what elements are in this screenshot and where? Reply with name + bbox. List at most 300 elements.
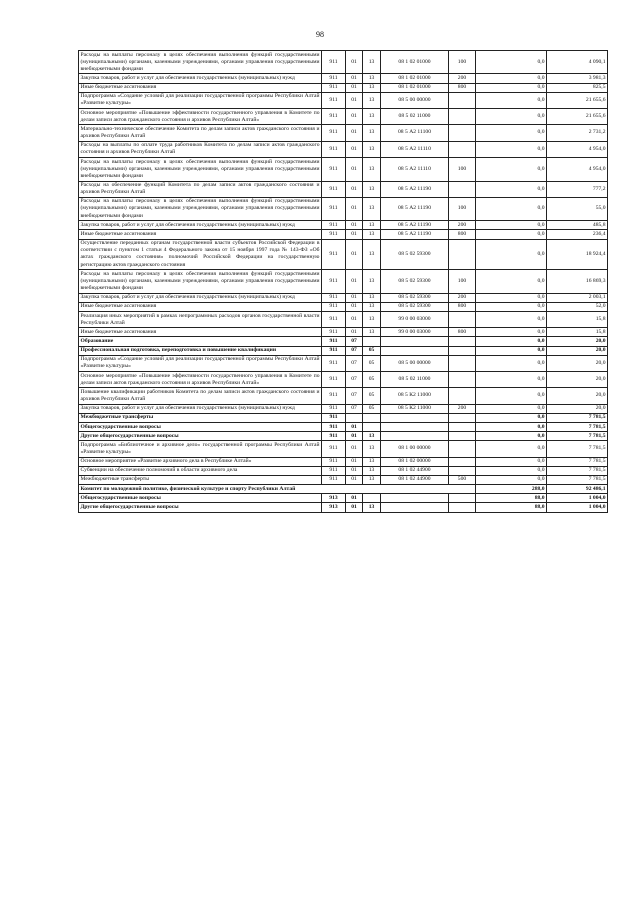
grbs-code: 911 [322,388,346,404]
amount-1: 88,0 [476,503,547,512]
table-row [79,92,608,108]
row-name: Основное мероприятие «Повышение эффективности государственного управления в Комитете по делам записи актов гражданского состояния и архивов Республики Алтай» [79,372,322,388]
amount-2: 18 924,4 [547,239,608,270]
expense-type-code: 200 [449,293,476,302]
amount-2: 1 004,0 [547,494,608,503]
target-article-code: 08 5 00 00000 [381,355,449,371]
amount-2: 236,4 [547,230,608,239]
subsection-code: 13 [363,230,381,239]
grbs-code: 911 [322,293,346,302]
amount-1: 0,0 [476,466,547,475]
table-row [79,466,608,475]
target-article-code: 08 5 02 11000 [381,109,449,125]
section-code: 01 [346,457,363,466]
section-code: 07 [346,404,363,413]
grbs-code: 911 [322,432,346,441]
expense-type-code [449,466,476,475]
table-row [79,337,608,346]
target-article-code: 08 5 А2 11190 [381,221,449,230]
expense-type-code: 200 [449,404,476,413]
amount-1: 0,0 [476,125,547,141]
table-row [79,181,608,197]
grbs-code: 911 [322,337,346,346]
row-name: Повышение квалификации работников Комитета по делам записи актов гражданского состояния и архивов Республики Алтай [79,388,322,404]
expense-type-code [449,109,476,125]
amount-2: 825,5 [547,83,608,92]
grbs-code: 911 [322,372,346,388]
amount-1: 0,0 [476,270,547,293]
row-name: Межбюджетные трансферты [79,413,322,422]
target-article-code: 08 5 А2 11110 [381,158,449,181]
section-code: 01 [346,74,363,83]
grbs-code: 911 [322,181,346,197]
row-name: Иные бюджетные ассигнования [79,328,322,337]
table-row [79,346,608,355]
subsection-code: 05 [363,404,381,413]
amount-1: 0,0 [476,441,547,457]
table-row [79,270,608,293]
target-article-code: 08 5 02 59300 [381,293,449,302]
target-article-code [381,413,449,422]
expense-type-code: 100 [449,51,476,74]
row-name: Расходы на выплаты персоналу в целях обеспечения выполнения функций государственными (муниципальными) органами, казенными учреждениями, органами управления государственными внебюджетными фондами [79,158,322,181]
section-code: 01 [346,466,363,475]
table-row [79,503,608,512]
target-article-code [381,337,449,346]
amount-1: 0,0 [476,197,547,220]
amount-1: 0,0 [476,423,547,432]
expense-type-code [449,494,476,503]
amount-2: 7 781,5 [547,441,608,457]
row-name: Расходы на обеспечение функций Комитета по делам записи актов гражданского состояния и архивов Республики Алтай [79,181,322,197]
page-number: 98 [316,30,324,39]
amount-2: 20,0 [547,372,608,388]
expense-type-code [449,141,476,157]
subsection-code: 13 [363,141,381,157]
amount-1: 88,0 [476,494,547,503]
row-name: Расходы на выплаты персоналу в целях обеспечения выполнения функций государственными (муниципальными) органами, казенными учреждениями, органами управления государственными внебюджетными фондами [79,197,322,220]
amount-2: 4 090,1 [547,51,608,74]
subsection-code: 13 [363,197,381,220]
subsection-code [363,423,381,432]
amount-2: 1 004,0 [547,503,608,512]
row-name: Субвенции на обеспечение полномочий в области архивного дела [79,466,322,475]
expense-type-code: 800 [449,302,476,311]
expense-type-code [449,312,476,328]
subsection-code [363,413,381,422]
target-article-code: 08 1 02 00000 [381,457,449,466]
amount-1: 0,0 [476,312,547,328]
grbs-code: 911 [322,441,346,457]
expense-type-code [449,181,476,197]
table-row [79,302,608,311]
target-article-code [381,432,449,441]
expense-type-code: 100 [449,270,476,293]
subsection-code: 13 [363,158,381,181]
grbs-code: 911 [322,109,346,125]
amount-1: 0,0 [476,404,547,413]
amount-2: 15,8 [547,312,608,328]
expense-type-code: 500 [449,475,476,484]
section-code: 01 [346,92,363,108]
expense-type-code: 800 [449,328,476,337]
row-name: Закупка товаров, работ и услуг для обеспечения государственных (муниципальных) нужд [79,74,322,83]
section-code [346,413,363,422]
amount-2: 7 781,5 [547,413,608,422]
expense-type-code [449,457,476,466]
subsection-code: 13 [363,83,381,92]
target-article-code: 08 5 К2 11000 [381,388,449,404]
section-code: 01 [346,125,363,141]
target-article-code: 08 5 А2 11110 [381,141,449,157]
amount-2: 3 981,3 [547,74,608,83]
amount-2: 15,8 [547,328,608,337]
amount-2: 20,0 [547,355,608,371]
target-article-code [381,503,449,512]
target-article-code: 08 5 А2 11190 [381,230,449,239]
subsection-code: 13 [363,475,381,484]
grbs-code: 911 [322,404,346,413]
subsection-code: 13 [363,293,381,302]
subsection-code: 13 [363,181,381,197]
row-name: Межбюджетные трансферты [79,475,322,484]
amount-1: 0,0 [476,432,547,441]
section-code: 01 [346,197,363,220]
section-code: 01 [346,158,363,181]
amount-1: 0,0 [476,457,547,466]
table-row [79,494,608,503]
amount-2: 7 781,5 [547,466,608,475]
amount-1: 0,0 [476,337,547,346]
grbs-code: 911 [322,141,346,157]
row-name: Профессиональная подготовка, переподготовка и повышение квалификации [79,346,322,355]
subsection-code: 13 [363,125,381,141]
amount-2: 20,0 [547,337,608,346]
amount-1: 0,0 [476,388,547,404]
target-article-code: 08 1 02 01000 [381,51,449,74]
table-row [79,457,608,466]
section-code: 01 [346,239,363,270]
expense-type-code [449,337,476,346]
expense-type-code [449,432,476,441]
target-article-code [381,346,449,355]
subsection-code: 13 [363,457,381,466]
section-code: 01 [346,141,363,157]
expense-type-code: 100 [449,197,476,220]
section-code: 01 [346,441,363,457]
expense-type-code: 200 [449,74,476,83]
expense-type-code [449,503,476,512]
table-row [79,125,608,141]
target-article-code: 08 1 02 01000 [381,83,449,92]
grbs-code: 911 [322,346,346,355]
amount-1: 0,0 [476,74,547,83]
amount-1: 0,0 [476,230,547,239]
budget-table [78,50,608,513]
subsection-code: 13 [363,74,381,83]
subsection-code: 13 [363,92,381,108]
amount-2: 21 655,6 [547,92,608,108]
amount-1: 288,0 [476,485,547,494]
table-row [79,355,608,371]
row-name: Другие общегосударственные вопросы [79,432,322,441]
amount-1: 0,0 [476,413,547,422]
section-code: 01 [346,270,363,293]
table-row [79,197,608,220]
section-code: 01 [346,83,363,92]
subsection-code: 13 [363,239,381,270]
subsection-code: 13 [363,270,381,293]
grbs-code: 911 [322,158,346,181]
table-row [79,475,608,484]
target-article-code: 99 0 00 03000 [381,328,449,337]
amount-1: 0,0 [476,109,547,125]
amount-2: 777,2 [547,181,608,197]
expense-type-code [449,239,476,270]
target-article-code: 08 5 А2 11100 [381,125,449,141]
row-name: Образование [79,337,322,346]
table-row [79,372,608,388]
row-name: Иные бюджетные ассигнования [79,230,322,239]
target-article-code [381,423,449,432]
amount-1: 0,0 [476,221,547,230]
amount-2: 2 003,1 [547,293,608,302]
row-name: Закупка товаров, работ и услуг для обеспечения государственных (муниципальных) нужд [79,293,322,302]
amount-1: 0,0 [476,328,547,337]
target-article-code: 08 1 02 01000 [381,74,449,83]
subsection-code: 13 [363,466,381,475]
amount-2: 4 954,0 [547,141,608,157]
section-code: 01 [346,221,363,230]
table-row [79,312,608,328]
table-row [79,293,608,302]
table-row [79,230,608,239]
table-row [79,74,608,83]
expense-type-code [449,441,476,457]
section-code: 01 [346,423,363,432]
section-code: 01 [346,181,363,197]
amount-2: 7 781,5 [547,475,608,484]
row-name: Общегосударственные вопросы [79,423,322,432]
target-article-code: 08 5 К2 11000 [381,404,449,413]
row-name: Осуществление переданных органам государственной власти субъектов Российской Федерации в соответствии с пунктом 1 статьи 4 Федерального закона от 15 ноября 1997 года № 143-ФЗ «Об актах гражданского состояния» полномочий Российской Федерации на государственную регистрацию актов гражданского состояния [79,239,322,270]
row-name: Подпрограмма «Библиотечное и архивное дело» государственной программы Республики Алтай «Развитие культуры» [79,441,322,457]
table-row [79,51,608,74]
expense-type-code [449,372,476,388]
grbs-code: 911 [322,92,346,108]
target-article-code: 99 0 00 03000 [381,312,449,328]
target-article-code: 08 5 02 59300 [381,270,449,293]
target-article-code: 08 1 02 44900 [381,466,449,475]
amount-1: 0,0 [476,355,547,371]
target-article-code: 08 5 02 11000 [381,372,449,388]
row-name: Закупка товаров, работ и услуг для обеспечения государственных (муниципальных) нужд [79,404,322,413]
amount-1: 0,0 [476,181,547,197]
grbs-code: 911 [322,423,346,432]
expense-type-code: 800 [449,230,476,239]
table-row [79,83,608,92]
amount-2: 92 486,1 [547,485,608,494]
amount-1: 0,0 [476,372,547,388]
row-name: Закупка товаров, работ и услуг для обеспечения государственных (муниципальных) нужд [79,221,322,230]
section-code: 01 [346,494,363,503]
subsection-code: 13 [363,503,381,512]
row-name: Другие общегосударственные вопросы [79,503,322,512]
section-code: 07 [346,388,363,404]
target-article-code: 08 1 02 44900 [381,475,449,484]
expense-type-code [449,125,476,141]
table-row [79,404,608,413]
grbs-code: 911 [322,239,346,270]
grbs-code: 911 [322,355,346,371]
expense-type-code [449,413,476,422]
row-name: Расходы на выплаты персоналу в целях обеспечения выполнения функций государственными (муниципальными) органами, казенными учреждениями, органами управления государственными внебюджетными фондами [79,51,322,74]
table-row [79,441,608,457]
grbs-code: 913 [322,494,346,503]
subsection-code: 05 [363,388,381,404]
amount-2: 7 781,5 [547,423,608,432]
subsection-code: 13 [363,109,381,125]
grbs-code: 911 [322,466,346,475]
target-article-code: 08 5 А2 11190 [381,181,449,197]
table-row [79,388,608,404]
target-article-code: 08 5 02 59300 [381,239,449,270]
subsection-code: 05 [363,372,381,388]
amount-2: 7 781,5 [547,432,608,441]
amount-2: 20,0 [547,404,608,413]
amount-1: 0,0 [476,475,547,484]
amount-2: 55,0 [547,197,608,220]
subsection-code: 05 [363,346,381,355]
row-name: Расходы на выплаты по оплате труда работников Комитета по делам записи актов гражданского состояния и архивов Республики Алтай [79,141,322,157]
expense-type-code [449,346,476,355]
target-article-code: 08 5 А2 11190 [381,197,449,220]
table-row [79,141,608,157]
section-code: 01 [346,230,363,239]
amount-2: 485,8 [547,221,608,230]
target-article-code: 08 5 00 00000 [381,92,449,108]
amount-2: 7 781,5 [547,457,608,466]
table-row [79,328,608,337]
amount-1: 0,0 [476,83,547,92]
expense-type-code [449,423,476,432]
row-name: Реализация иных мероприятий в рамках непрограммных расходов органов государственной власти Республики Алтай [79,312,322,328]
grbs-code: 911 [322,302,346,311]
grbs-code: 911 [322,221,346,230]
grbs-code: 911 [322,83,346,92]
subsection-code: 05 [363,355,381,371]
subsection-code [363,337,381,346]
amount-2: 2 731,2 [547,125,608,141]
amount-2: 20,0 [547,346,608,355]
grbs-code: 911 [322,328,346,337]
amount-2: 20,0 [547,388,608,404]
row-name: Основное мероприятие «Развитие архивного дела в Республике Алтай» [79,457,322,466]
subsection-code: 13 [363,51,381,74]
expense-type-code: 100 [449,158,476,181]
row-name: Подпрограмма «Создание условий для реализации государственной программы Республики Алтай «Развитие культуры» [79,92,322,108]
expense-type-code [449,388,476,404]
grbs-code: 911 [322,413,346,422]
section-code: 01 [346,51,363,74]
grbs-code: 911 [322,197,346,220]
amount-1: 0,0 [476,141,547,157]
row-name: Основное мероприятие «Повышение эффективности государственного управления в Комитете по делам записи актов гражданского состояния и архивов Республики Алтай» [79,109,322,125]
row-name: Иные бюджетные ассигнования [79,83,322,92]
amount-1: 0,0 [476,239,547,270]
target-article-code: 08 1 00 00000 [381,441,449,457]
section-code: 07 [346,355,363,371]
grbs-code: 911 [322,457,346,466]
amount-2: 21 655,6 [547,109,608,125]
grbs-code: 911 [322,74,346,83]
table-row [79,239,608,270]
row-name: Иные бюджетные ассигнования [79,302,322,311]
subsection-code: 13 [363,302,381,311]
grbs-code: 911 [322,230,346,239]
row-name: Подпрограмма «Создание условий для реализации государственной программы Республики Алтай «Развитие культуры» [79,355,322,371]
table-row [79,158,608,181]
row-name: Материально-техническое обеспечение Комитета по делам записи актов гражданского состояния и архивов Республики Алтай [79,125,322,141]
amount-1: 0,0 [476,92,547,108]
target-article-code [381,494,449,503]
expense-type-code: 800 [449,83,476,92]
amount-1: 0,0 [476,302,547,311]
grbs-code: 911 [322,475,346,484]
table-row [79,109,608,125]
row-name: Общегосударственные вопросы [79,494,322,503]
row-name: Расходы на выплаты персоналу в целях обеспечения выполнения функций государственными (муниципальными) органами, казенными учреждениями, органами управления государственными внебюджетными фондами [79,270,322,293]
amount-2: 4 954,0 [547,158,608,181]
subsection-code: 13 [363,441,381,457]
section-code: 01 [346,475,363,484]
expense-type-code [449,355,476,371]
expense-type-code: 200 [449,221,476,230]
amount-2: 16 869,3 [547,270,608,293]
amount-1: 0,0 [476,51,547,74]
section-code: 01 [346,328,363,337]
section-code: 01 [346,293,363,302]
table-row [79,423,608,432]
section-code: 07 [346,346,363,355]
section-code: 07 [346,372,363,388]
table-row [79,432,608,441]
amount-1: 0,0 [476,293,547,302]
section-code: 01 [346,503,363,512]
subsection-code: 13 [363,312,381,328]
grbs-code: 911 [322,125,346,141]
grbs-code: 913 [322,503,346,512]
subsection-code: 13 [363,432,381,441]
subsection-code: 13 [363,221,381,230]
table-row [79,413,608,422]
amount-1: 0,0 [476,158,547,181]
grbs-code: 911 [322,270,346,293]
target-article-code: 08 5 02 59300 [381,302,449,311]
grbs-code: 911 [322,312,346,328]
table-row [79,485,608,494]
section-code: 01 [346,432,363,441]
subsection-code [363,494,381,503]
section-code: 07 [346,337,363,346]
amount-1: 0,0 [476,346,547,355]
amount-2: 52,0 [547,302,608,311]
section-code: 01 [346,302,363,311]
table-row [79,221,608,230]
grbs-code: 911 [322,51,346,74]
subsection-code: 13 [363,328,381,337]
row-name: Комитет по молодежной политике, физической культуре и спорту Республики Алтай [79,485,476,494]
